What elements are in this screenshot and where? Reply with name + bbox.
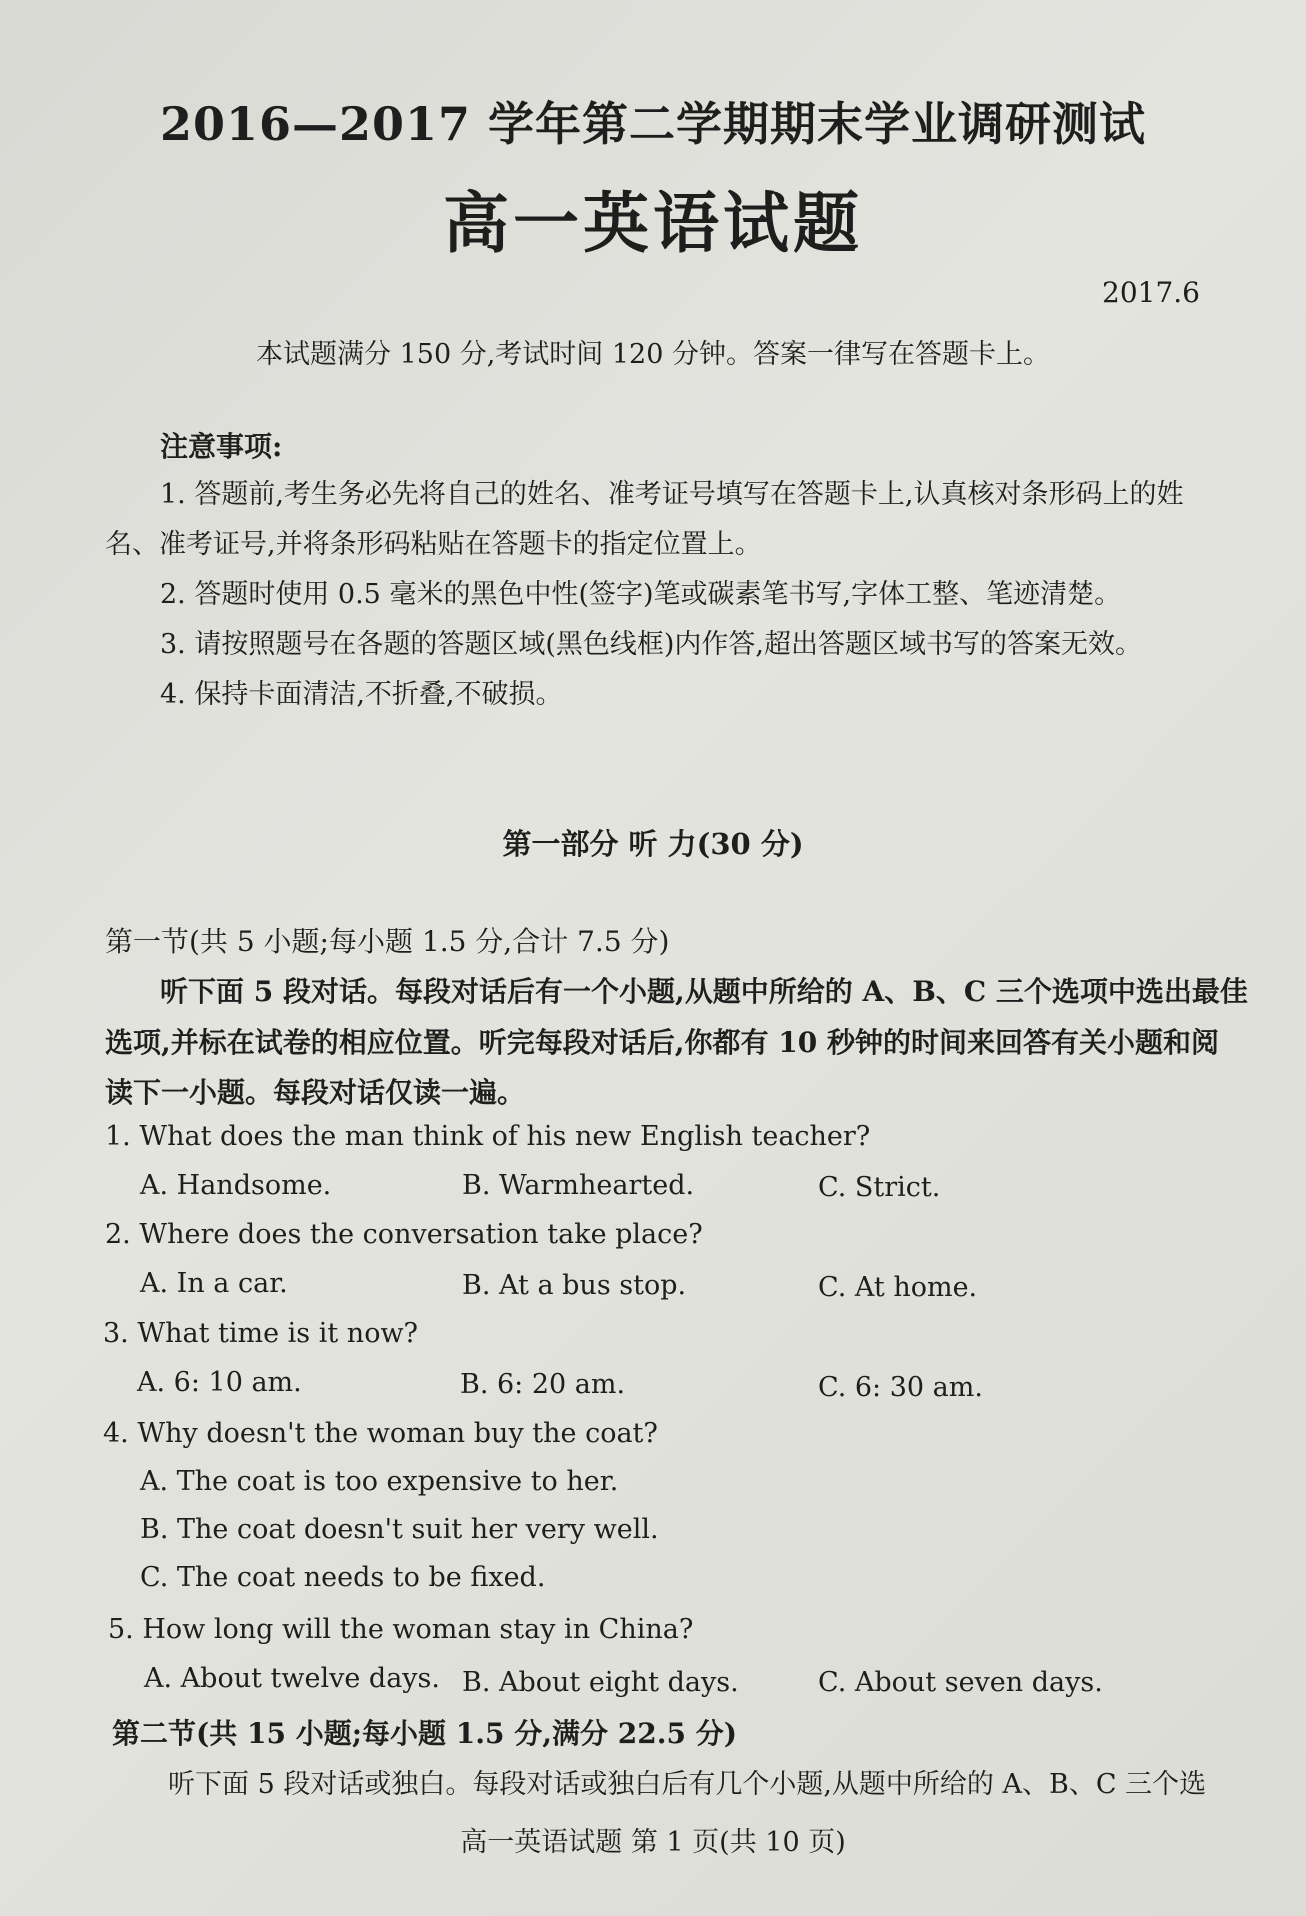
notice-item-2: 2. 答题时使用 0.5 毫米的黑色中性(签字)笔或碳素笔书写,字体工整、笔迹清楚。 — [160, 579, 1122, 610]
directions-line: 选项,并标在试卷的相应位置。听完每段对话后,你都有 10 秒钟的时间来回答有关小题和阅 — [105, 1026, 1219, 1059]
option-b: B. About eight days. — [462, 1667, 739, 1698]
option-a: A. In a car. — [140, 1268, 288, 1299]
option-b: B. At a bus stop. — [462, 1270, 687, 1301]
notice-item-3: 3. 请按照题号在各题的答题区域(黑色线框)内作答,超出答题区域书写的答案无效。 — [160, 629, 1142, 660]
option-b: B. Warmhearted. — [462, 1170, 695, 1201]
page-footer: 高一英语试题 第 1 页(共 10 页) — [460, 1827, 846, 1858]
option-b: B. The coat doesn't suit her very well. — [140, 1514, 659, 1545]
question-stem: 4. Why doesn't the woman buy the coat? — [103, 1418, 658, 1449]
option-a: A. The coat is too expensive to her. — [140, 1466, 619, 1497]
option-b: B. 6: 20 am. — [460, 1369, 626, 1400]
subject-title: 高一英语试题 — [443, 184, 863, 262]
option-a: A. 6: 10 am. — [137, 1367, 302, 1398]
option-c: C. At home. — [818, 1272, 978, 1303]
notice-item-4: 4. 保持卡面清洁,不折叠,不破损。 — [160, 679, 563, 710]
option-c: C. Strict. — [818, 1172, 941, 1203]
question-stem: 5. How long will the woman stay in China? — [108, 1614, 694, 1645]
option-c: C. 6: 30 am. — [818, 1372, 983, 1403]
exam-title: 2016—2017 学年第二学期期末学业调研测试 — [159, 97, 1147, 151]
notice-item-1-cont: 名、准考证号,并将条形码粘贴在答题卡的指定位置上。 — [105, 529, 762, 560]
option-a: A. Handsome. — [140, 1170, 332, 1201]
option-c: C. About seven days. — [818, 1667, 1103, 1698]
exam-intro: 本试题满分 150 分,考试时间 120 分钟。答案一律写在答题卡上。 — [256, 339, 1050, 370]
notice-item-1: 1. 答题前,考生务必先将自己的姓名、准考证号填写在答题卡上,认真核对条形码上的姓 — [160, 479, 1184, 510]
directions-line: 听下面 5 段对话或独白。每段对话或独白后有几个小题,从题中所给的 A、B、C 三个选 — [168, 1769, 1207, 1800]
section1-heading: 第一节(共 5 小题;每小题 1.5 分,合计 7.5 分) — [105, 925, 670, 958]
section2-heading: 第二节(共 15 小题;每小题 1.5 分,满分 22.5 分) — [112, 1717, 737, 1750]
directions-line: 读下一小题。每段对话仅读一遍。 — [105, 1076, 526, 1109]
exam-date: 2017.6 — [1102, 276, 1200, 309]
option-a: A. About twelve days. — [144, 1663, 440, 1694]
question-stem: 2. Where does the conversation take place? — [105, 1219, 703, 1250]
part1-title: 第一部分 听 力(30 分) — [502, 827, 804, 861]
directions-line: 听下面 5 段对话。每段对话后有一个小题,从题中所给的 A、B、C 三个选项中选出最佳 — [160, 975, 1248, 1008]
notice-title: 注意事项: — [160, 430, 283, 463]
option-c: C. The coat needs to be fixed. — [140, 1562, 546, 1593]
question-stem: 3. What time is it now? — [103, 1318, 419, 1349]
question-stem: 1. What does the man think of his new English teacher? — [105, 1121, 871, 1152]
